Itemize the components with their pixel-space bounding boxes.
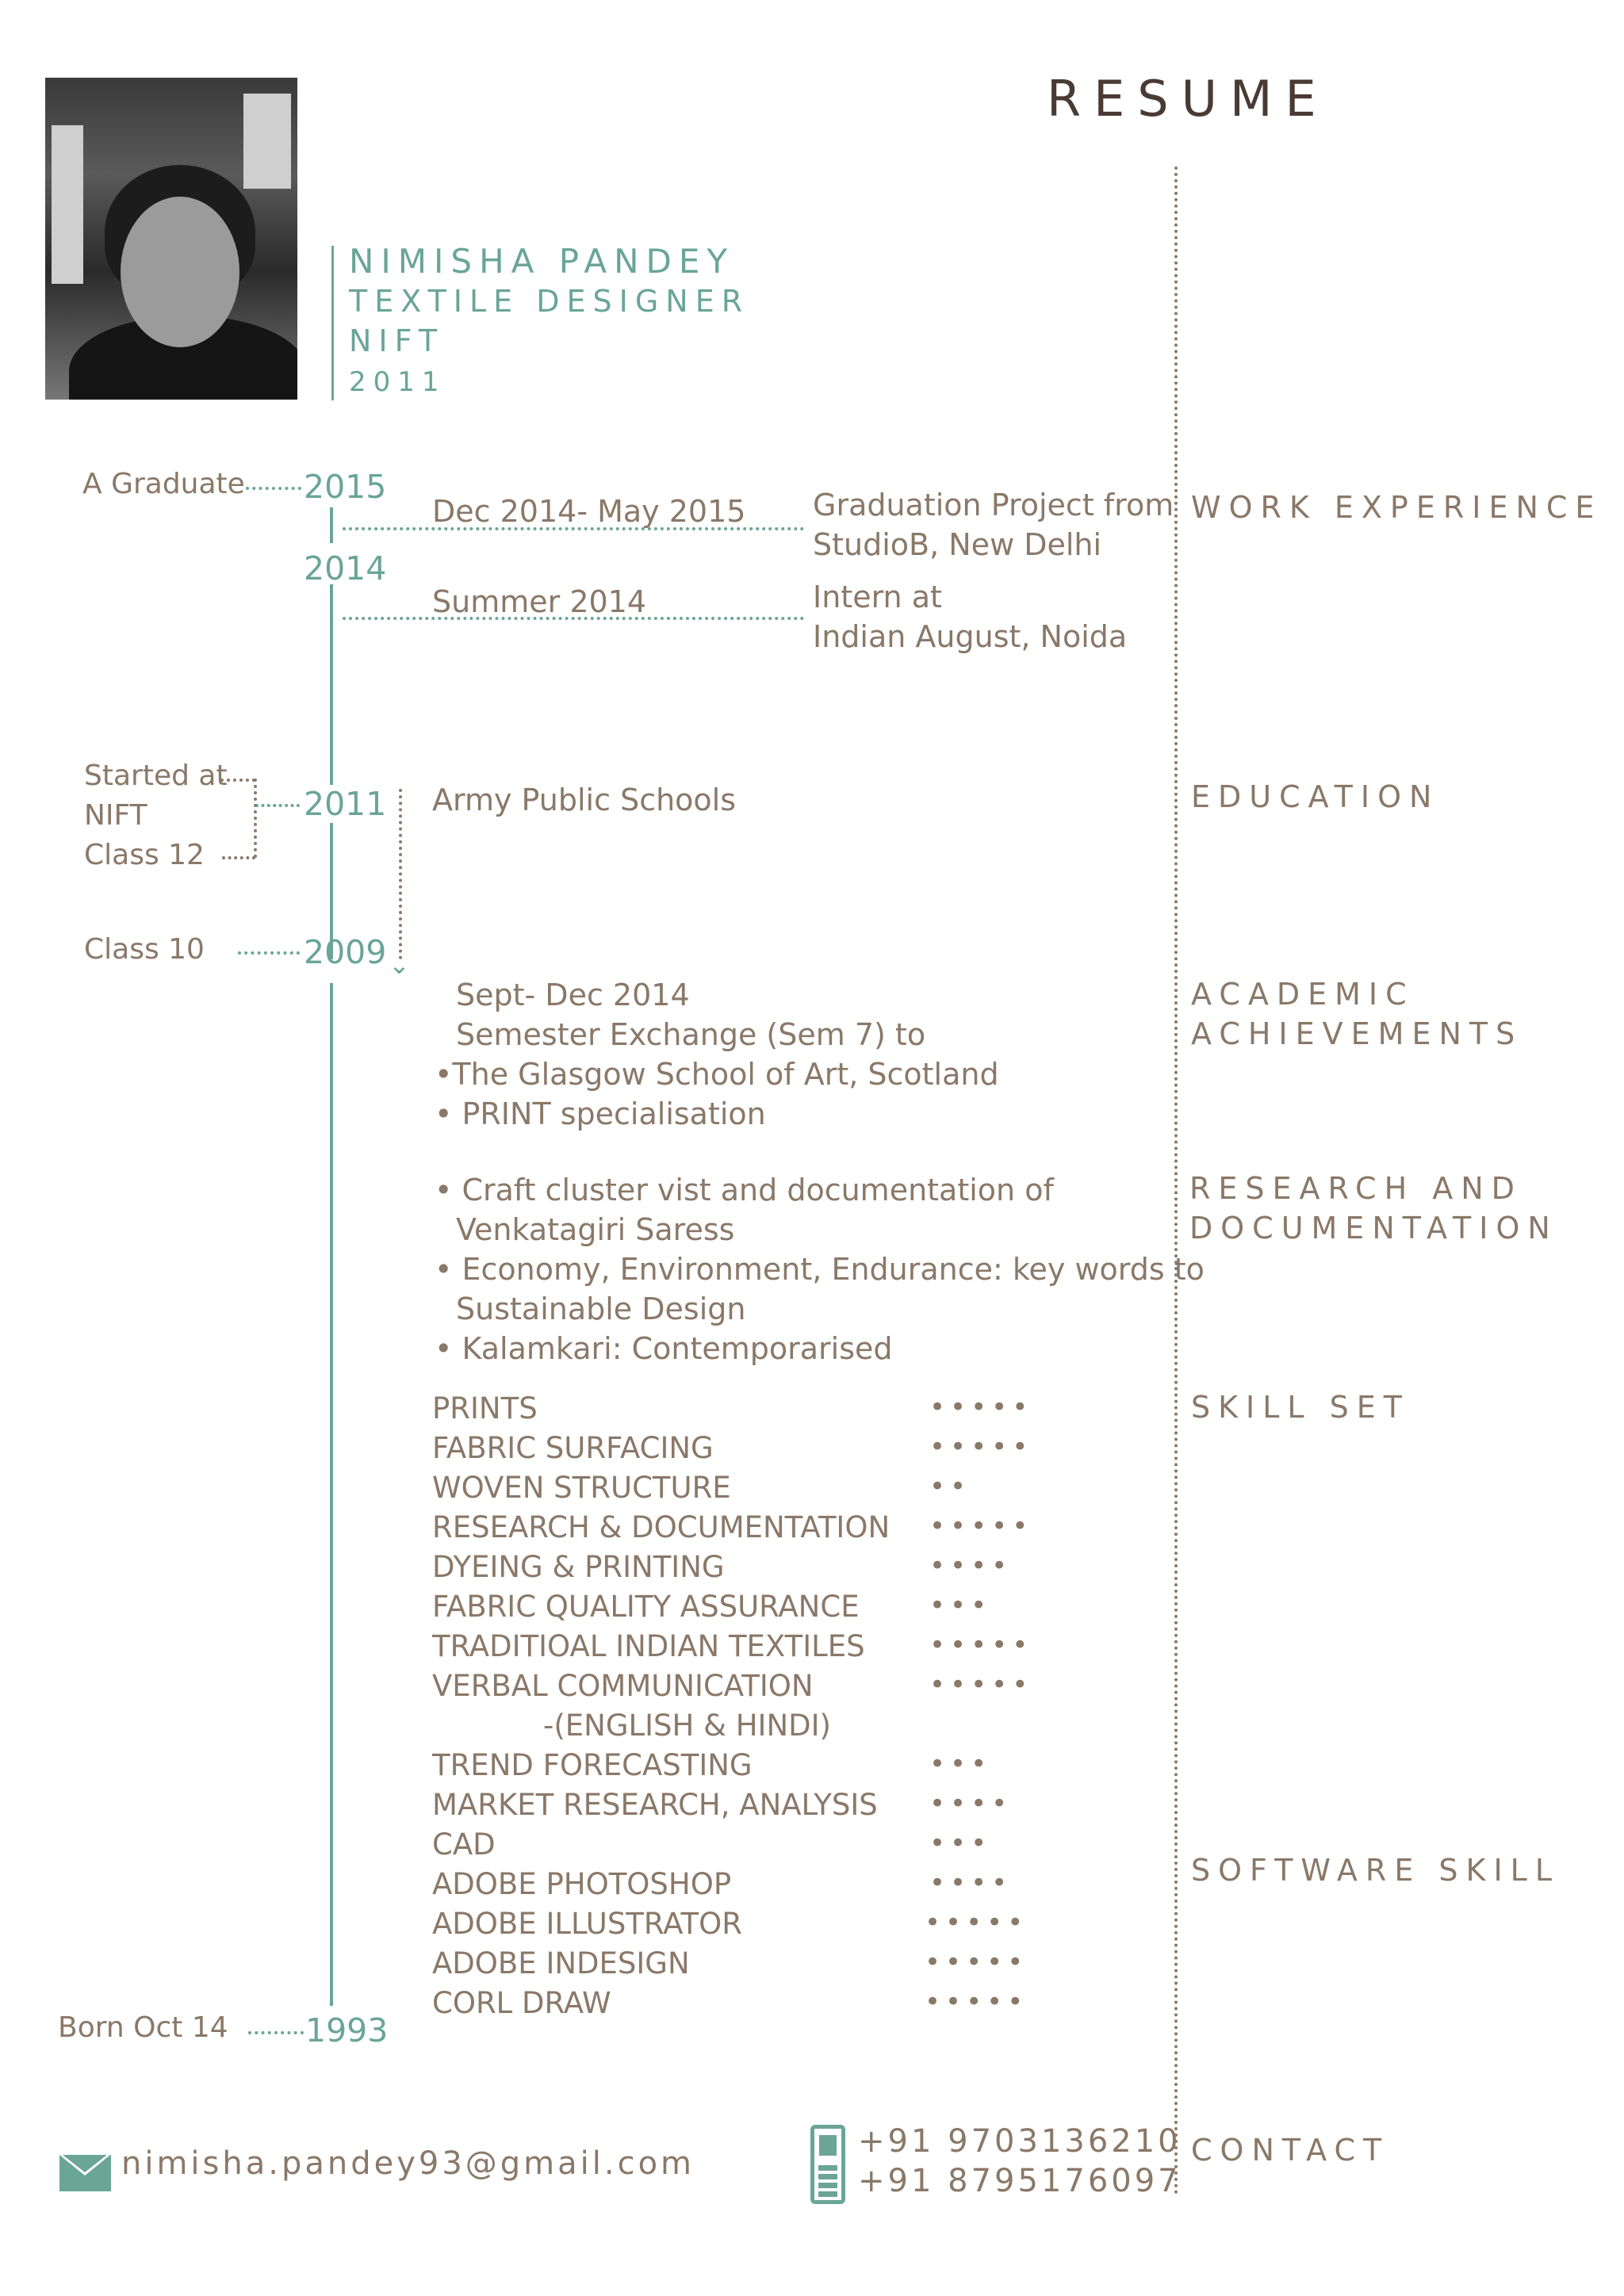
skill-rating: ••••• bbox=[929, 1629, 1033, 1661]
section-work-experience: WORK EXPERIENCE bbox=[1191, 490, 1603, 525]
research-line-2: Venkatagiri Saress bbox=[456, 1212, 735, 1247]
skill-name: CAD bbox=[432, 1827, 496, 1862]
timeline-line bbox=[330, 983, 333, 2006]
research-line-1: • Craft cluster vist and documentation of bbox=[435, 1173, 1054, 1207]
section-education: EDUCATION bbox=[1191, 779, 1440, 814]
chevron-down-icon: ⌄ bbox=[389, 950, 410, 980]
connector-dots bbox=[238, 951, 300, 955]
phone-number-1[interactable]: +91 9703136210 bbox=[858, 2123, 1182, 2160]
academic-line-4: • PRINT specialisation bbox=[435, 1096, 766, 1131]
connector-dots bbox=[399, 789, 402, 959]
class12-label: Class 12 bbox=[84, 839, 205, 871]
candidate-institute: NIFT bbox=[349, 323, 445, 358]
skill-name: WOVEN STRUCTURE bbox=[432, 1471, 731, 1505]
work-desc-2b: Indian August, Noida bbox=[813, 619, 1128, 654]
skill-name: MARKET RESEARCH, ANALYSIS bbox=[432, 1788, 878, 1822]
phone-icon bbox=[810, 2125, 845, 2204]
profile-photo bbox=[45, 78, 297, 400]
connector-dots bbox=[246, 487, 301, 490]
skill-rating: ••• bbox=[929, 1590, 992, 1621]
connector-dots bbox=[254, 779, 257, 858]
skill-rating: ••• bbox=[929, 1827, 992, 1859]
connector-dots bbox=[222, 856, 255, 859]
skill-name: TREND FORECASTING bbox=[432, 1748, 753, 1782]
section-divider bbox=[1174, 166, 1178, 2196]
nift-label: NIFT bbox=[84, 799, 147, 832]
year-2015: 2015 bbox=[304, 468, 387, 506]
software-rating: ••••• bbox=[925, 1907, 1028, 1938]
software-rating: ••••• bbox=[925, 1946, 1028, 1978]
work-desc-1a: Graduation Project from bbox=[813, 488, 1174, 522]
email-icon bbox=[59, 2155, 111, 2191]
research-line-5: • Kalamkari: Contemporarised bbox=[435, 1331, 893, 1366]
skill-name: FABRIC QUALITY ASSURANCE bbox=[432, 1590, 860, 1624]
graduate-label: A Graduate bbox=[82, 468, 245, 500]
section-skill-set: SKILL SET bbox=[1191, 1390, 1411, 1425]
academic-line-2: Semester Exchange (Sem 7) to bbox=[456, 1017, 926, 1052]
started-at-label: Started at bbox=[84, 760, 228, 792]
work-desc-1b: StudioB, New Delhi bbox=[813, 527, 1102, 562]
skill-name: TRADITIOAL INDIAN TEXTILES bbox=[432, 1629, 865, 1663]
skill-name: DYEING & PRINTING bbox=[432, 1550, 725, 1584]
year-2009: 2009 bbox=[304, 933, 387, 971]
work-date-2: Summer 2014 bbox=[432, 584, 647, 619]
skill-name: VERBAL COMMUNICATION bbox=[432, 1669, 814, 1703]
class10-label: Class 10 bbox=[84, 933, 205, 966]
year-2014: 2014 bbox=[304, 549, 387, 587]
software-name: ADOBE PHOTOSHOP bbox=[432, 1867, 732, 1901]
education-school: Army Public Schools bbox=[432, 783, 737, 817]
section-academic: ACADEMIC bbox=[1191, 977, 1415, 1012]
research-line-4: Sustainable Design bbox=[456, 1292, 746, 1326]
connector-dots bbox=[220, 779, 255, 782]
section-documentation: DOCUMENTATION bbox=[1189, 1211, 1558, 1246]
software-name: ADOBE ILLUSTRATOR bbox=[432, 1907, 742, 1941]
skill-rating: ••••• bbox=[929, 1431, 1033, 1463]
academic-line-1: Sept- Dec 2014 bbox=[456, 978, 690, 1012]
section-software-skill: SOFTWARE SKILL bbox=[1191, 1853, 1561, 1888]
work-desc-2a: Intern at bbox=[813, 580, 942, 614]
software-rating: •••• bbox=[929, 1867, 1013, 1899]
skill-rating: •• bbox=[929, 1471, 971, 1502]
skill-rating: ••••• bbox=[929, 1669, 1033, 1701]
timeline-line bbox=[330, 584, 333, 785]
academic-line-3: •The Glasgow School of Art, Scotland bbox=[435, 1057, 999, 1092]
candidate-year: 2011 bbox=[349, 366, 446, 398]
resume-title: RESUME bbox=[1047, 70, 1329, 128]
connector-dots bbox=[248, 2031, 304, 2034]
connector-dots bbox=[255, 804, 300, 807]
skill-rating: ••• bbox=[929, 1748, 992, 1780]
skill-rating: ••••• bbox=[929, 1510, 1033, 1542]
skill-rating: ••••• bbox=[929, 1391, 1033, 1423]
software-rating: ••••• bbox=[925, 1986, 1028, 2018]
software-name: CORL DRAW bbox=[432, 1986, 611, 2020]
email-link[interactable]: nimisha.pandey93@gmail.com bbox=[121, 2145, 695, 2182]
section-research: RESEARCH AND bbox=[1189, 1171, 1522, 1206]
year-2011: 2011 bbox=[304, 785, 387, 823]
skill-rating: •••• bbox=[929, 1788, 1013, 1820]
born-label: Born Oct 14 bbox=[58, 2011, 228, 2044]
name-accent-bar bbox=[331, 246, 334, 400]
skill-name: -(ENGLISH & HINDI) bbox=[543, 1709, 831, 1743]
section-contact: CONTACT bbox=[1191, 2133, 1390, 2168]
software-name: ADOBE INDESIGN bbox=[432, 1946, 690, 1980]
timeline-line bbox=[330, 507, 333, 543]
candidate-role: TEXTILE DESIGNER bbox=[349, 284, 750, 319]
year-1993: 1993 bbox=[305, 2011, 389, 2049]
phone-number-2[interactable]: +91 8795176097 bbox=[858, 2163, 1182, 2199]
skill-name: PRINTS bbox=[432, 1391, 538, 1425]
skill-name: RESEARCH & DOCUMENTATION bbox=[432, 1510, 891, 1544]
section-achievements: ACHIEVEMENTS bbox=[1191, 1016, 1523, 1051]
candidate-name: NIMISHA PANDEY bbox=[349, 242, 735, 281]
work-date-1: Dec 2014- May 2015 bbox=[432, 494, 746, 529]
skill-name: FABRIC SURFACING bbox=[432, 1431, 714, 1465]
skill-rating: •••• bbox=[929, 1550, 1013, 1582]
research-line-3: • Economy, Environment, Endurance: key words to bbox=[435, 1252, 1205, 1287]
